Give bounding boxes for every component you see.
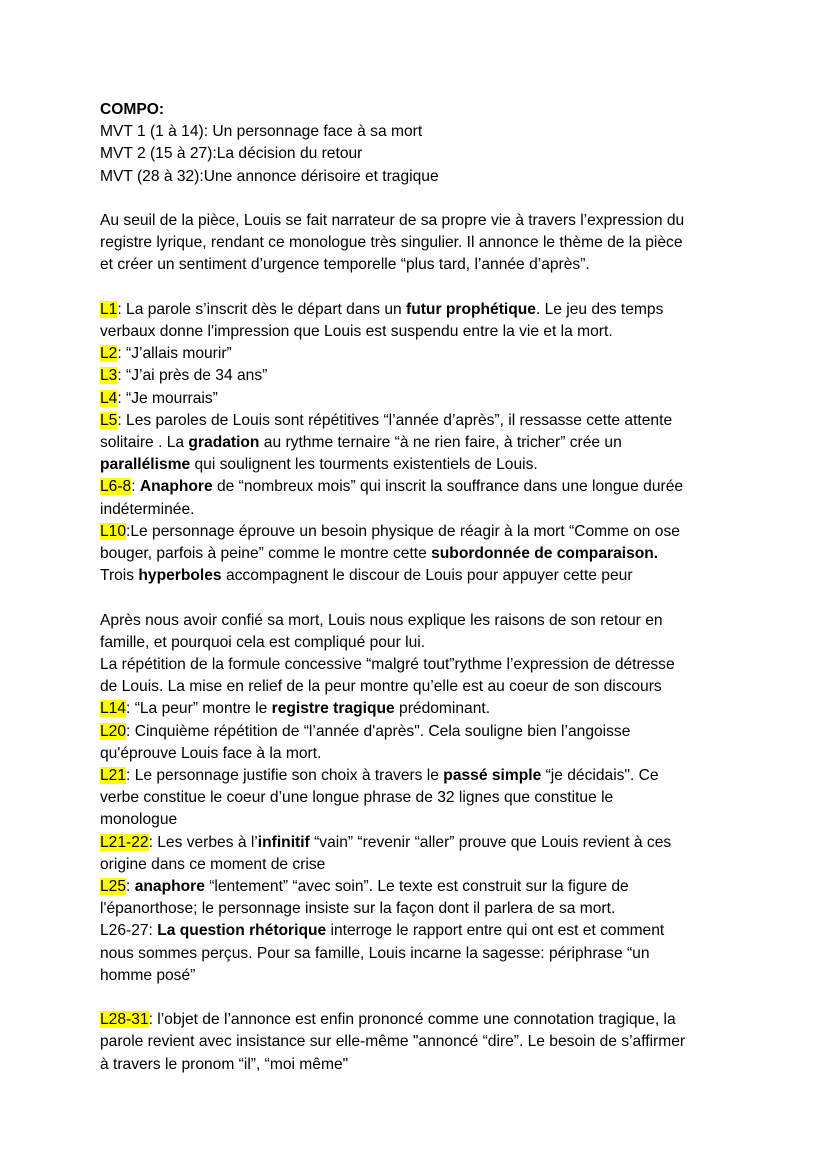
note-l6-8: L6-8: Anaphore de “nombreux mois” qui inscrit la souffrance dans une longue durée: [100, 478, 684, 496]
note-l26-27-cont-2: homme posé”: [100, 966, 196, 984]
note-l10-cont-2: Trois hyperboles accompagnent le discour de Louis pour appuyer cette peur: [100, 567, 633, 585]
compo-mvt-2: MVT 2 (15 à 27):La décision du retour: [100, 145, 363, 163]
note-l14: L14: “La peur” montre le registre tragique prédominant.: [100, 700, 491, 718]
note-l28-31: L28-31: l’objet de l’annonce est enfin prononcé comme une connotation tragique, la: [100, 1011, 676, 1029]
compo-mvt-1: MVT 1 (1 à 14): Un personnage face à sa mort: [100, 123, 423, 141]
note-l21: L21: Le personnage justifie son choix à travers le passé simple “je décidais". Ce: [100, 767, 659, 785]
line-ref-highlight: L5: [100, 411, 118, 429]
note-l28-31-cont-1: parole revient avec insistance sur elle-même "annoncé “dire”. Le besoin de s’affirmer: [100, 1033, 686, 1051]
note-l26-27: L26-27: La question rhétorique interroge le rapport entre qui ont est et comment: [100, 922, 665, 940]
paragraph-gap: [100, 188, 760, 210]
note-l5: L5: Les paroles de Louis sont répétitives “l’année d’après”, il ressasse cette attente: [100, 411, 673, 429]
note-l5-cont-1: solitaire . La gradation au rythme ternaire “à ne rien faire, à tricher” crée un: [100, 434, 622, 452]
line-ref-highlight: L2: [100, 345, 118, 363]
line-ref-highlight: L20: [100, 722, 127, 740]
line-ref-highlight: L6-8: [100, 478, 132, 496]
note-l10: L10:Le personnage éprouve un besoin physique de réagir à la mort “Comme on ose: [100, 522, 680, 540]
note-l20: L20: Cinquième répétition de “l’année d'après". Cela souligne bien l’angoisse: [100, 722, 631, 740]
line-ref-highlight: L1: [100, 300, 118, 318]
note-l21-cont-2: monologue: [100, 811, 178, 829]
note-l26-27-cont-1: nous sommes perçus. Pour sa famille, Louis incarne la sagesse: périphrase “un: [100, 944, 650, 962]
intro-line-2: registre lyrique, rendant ce monologue très singulier. Il annonce le thème de la pièce: [100, 234, 683, 252]
compo-mvt-3: MVT (28 à 32):Une annonce dérisoire et tragique: [100, 167, 439, 185]
note-l20-cont: qu'éprouve Louis face à la mort.: [100, 744, 322, 762]
intro-line-1: Au seuil de la pièce, Louis se fait narrateur de sa propre vie à travers l’expression du: [100, 212, 685, 229]
line-ref-highlight: L28-31: [100, 1011, 149, 1029]
note-l25-cont: l'épanorthose; le personnage insiste sur la façon dont il parlera de sa mort.: [100, 900, 616, 918]
note-l1-cont: verbaux donne l'impression que Louis est suspendu entre la vie et la mort.: [100, 323, 613, 340]
line-ref-highlight: L10: [100, 522, 127, 540]
paragraph-gap: [100, 987, 760, 1009]
line-ref-highlight: L25: [100, 878, 127, 896]
note-l10-cont-1: bouger, parfois à peine” comme le montre cette subordonnée de comparaison.: [100, 545, 659, 563]
note-l6-8-cont: indéterminée.: [100, 500, 195, 518]
note-l21-22: L21-22: Les verbes à l’infinitif “vain” “revenir “aller” prouve que Louis revient à ces: [100, 833, 672, 851]
note-l5-cont-2: parallélisme qui soulignent les tourments existentiels de Louis.: [100, 456, 538, 474]
note-l4: L4: “Je mourrais”: [100, 389, 218, 407]
part2-line-4: de Louis. La mise en relief de la peur montre qu’elle est au coeur de son discours: [100, 678, 662, 696]
note-l25: L25: anaphore “lentement” “avec soin”. Le texte est construit sur la figure de: [100, 878, 629, 896]
line-ref-highlight: L21-22: [100, 833, 149, 851]
line-ref-highlight: L3: [100, 367, 118, 385]
note-l28-31-cont-2: à travers le pronom “il”, “moi même": [100, 1055, 349, 1073]
note-l1: L1: La parole s’inscrit dès le départ dans un futur prophétique. Le jeu des temps: [100, 300, 664, 318]
part2-line-2: famille, et pourquoi cela est compliqué pour lui.: [100, 633, 426, 651]
note-l21-22-cont: origine dans ce moment de crise: [100, 855, 326, 873]
document-page: [100, 99, 760, 1076]
note-l3: L3: “J’ai près de 34 ans”: [100, 367, 268, 385]
part2-line-3: La répétition de la formule concessive “malgré tout”rythme l’expression de détresse: [100, 656, 675, 674]
compo-title: COMPO:: [100, 101, 165, 118]
line-ref-highlight: L21: [100, 767, 127, 785]
line-ref-highlight: L4: [100, 389, 118, 407]
note-l21-cont-1: verbe constitue le coeur d’une longue phrase de 32 lignes que constitue le: [100, 789, 614, 807]
paragraph-gap: [100, 587, 760, 609]
intro-line-3: et créer un sentiment d’urgence temporelle “plus tard, l’année d’après”.: [100, 256, 590, 274]
note-l2: L2: “J’allais mourir”: [100, 345, 232, 363]
part2-line-1: Après nous avoir confié sa mort, Louis nous explique les raisons de son retour en: [100, 611, 663, 629]
line-ref-highlight: L14: [100, 700, 127, 718]
paragraph-gap: [100, 277, 760, 299]
